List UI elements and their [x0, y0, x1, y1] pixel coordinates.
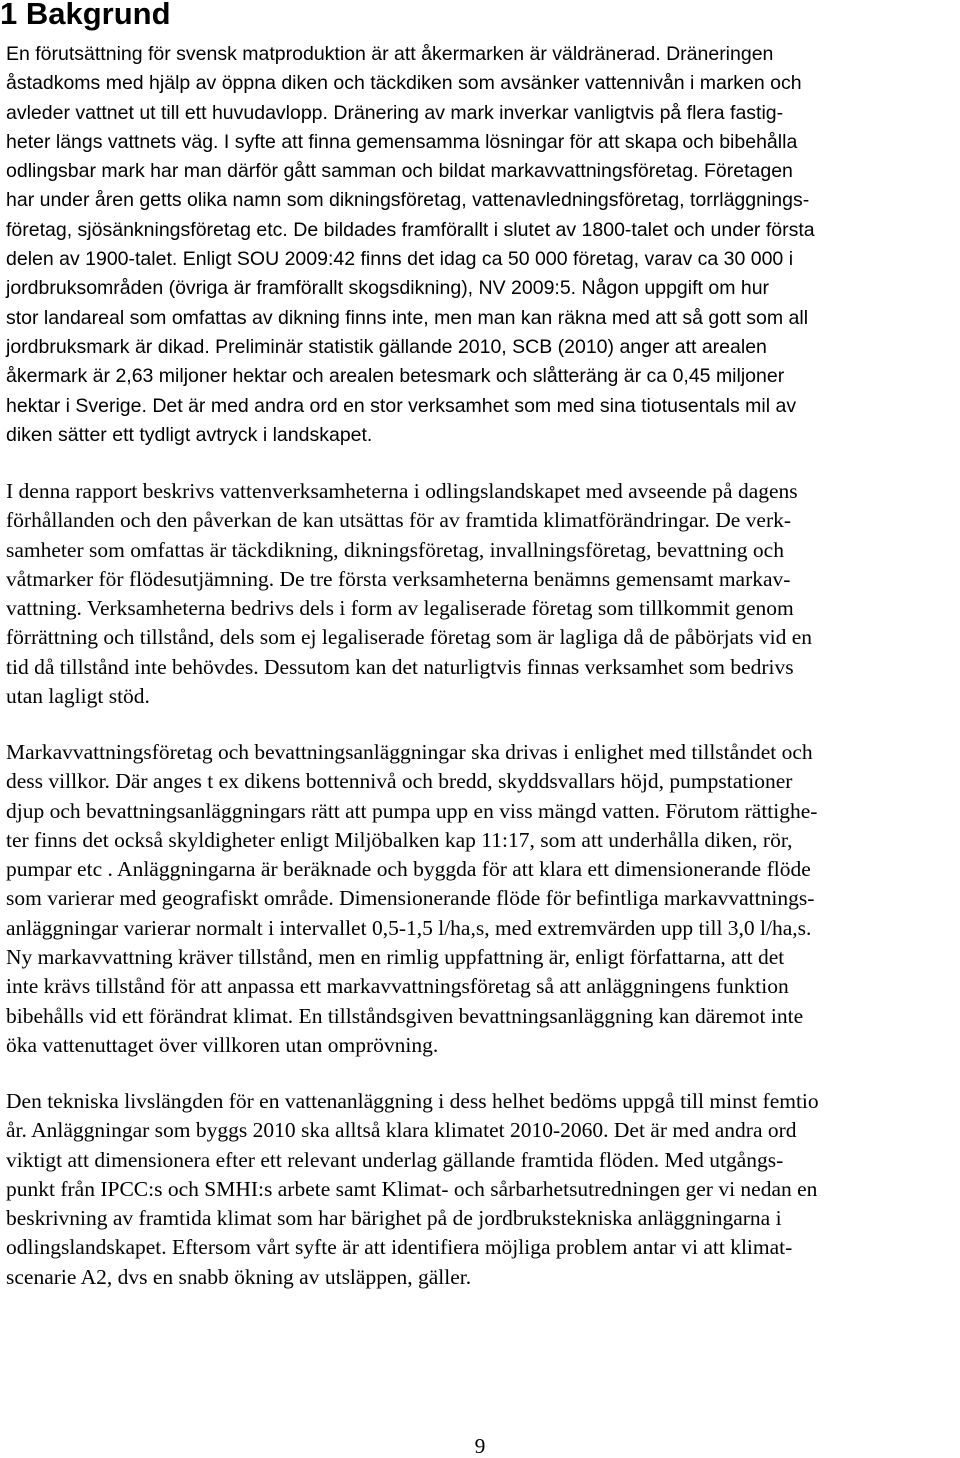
- text-line: har under åren getts olika namn som dikningsföretag, vattenavledningsföretag, torrläggnings-: [6, 189, 810, 212]
- text-line: inte krävs tillstånd för att anpassa ett markavvattningsföretag så att anläggningens funktion: [6, 974, 789, 999]
- text-line: åstadkoms med hjälp av öppna diken och täckdiken som avsänker vattennivån i marken och: [6, 72, 802, 95]
- text-line: samheter som omfattas är täckdikning, dikningsföretag, invallningsföretag, bevattning och: [6, 537, 784, 562]
- text-line: öka vattenuttaget över villkoren utan omprövning.: [6, 1032, 439, 1057]
- text-line: företag, sjösänkningsföretag etc. De bildades framförallt i slutet av 1800-talet och under första: [6, 218, 815, 241]
- text-line: hektar i Sverige. Det är med andra ord en stor verksamhet som med sina tiotusentals mil av: [6, 394, 797, 417]
- paragraph-1: [6, 40, 956, 450]
- paragraph-3: [6, 738, 956, 1060]
- text-line: heter längs vattnets väg. I syfte att finna gemensamma lösningar för att skapa och bibehålla: [6, 130, 798, 153]
- text-line: scenarie A2, dvs en snabb ökning av utsläppen, gäller.: [6, 1264, 472, 1289]
- text-line: punkt från IPCC:s och SMHI:s arbete samt Klimat- och sårbarhetsutredningen ger vi nedan en: [6, 1176, 818, 1201]
- text-line: avleder vattnet ut till ett huvudavlopp. Dränering av mark inverkar vanligtvis på flera fastig-: [6, 101, 784, 124]
- text-line: anläggningar varierar normalt i intervallet 0,5-1,5 l/ha,s, med extremvärden upp till 3,0 l/ha,s.: [6, 915, 812, 940]
- text-line: viktigt att dimensionera efter ett relevant underlag gällande framtida flöden. Med utgångs-: [6, 1147, 784, 1172]
- text-line: våtmarker för flödesutjämning. De tre första verksamheterna benämns gemensamt markav-: [6, 566, 791, 591]
- text-line: Markavvattningsföretag och bevattningsanläggningar ska drivas i enlighet med tillståndet och: [6, 740, 813, 764]
- text-line: djup och bevattningsanläggningars rätt att pumpa upp en viss mängd vatten. Förutom rättighe-: [6, 798, 818, 823]
- text-line: pumpar etc . Anläggningarna är beräknade och byggda för att klara ett dimensionerande flöde: [6, 857, 811, 882]
- text-line: åkermark är 2,63 miljoner hektar och arealen betesmark och slåtteräng är ca 0,45 miljoner: [6, 365, 785, 388]
- text-line: stor landareal som omfattas av dikning finns inte, men man kan räkna med att så gott som all: [6, 306, 809, 329]
- text-line: diken sätter ett tydligt avtryck i landskapet.: [6, 423, 373, 446]
- text-line: jordbruksmark är dikad. Preliminär statistik gällande 2010, SCB (2010) anger att arealen: [6, 335, 767, 358]
- text-line: jordbruksområden (övriga är framförallt skogsdikning), NV 2009:5. Någon uppgift om hur: [6, 277, 770, 300]
- text-line: som varierar med geografiskt område. Dimensionerande flöde för befintliga markavvattnings-: [6, 886, 815, 911]
- text-line: bibehålls vid ett förändrat klimat. En tillståndsgiven bevattningsanläggning kan däremot inte: [6, 1003, 804, 1028]
- paragraph-2: [6, 477, 956, 711]
- page-number: 9: [474, 1434, 486, 1458]
- text-line: utan lagligt stöd.: [6, 684, 150, 709]
- text-line: förhållanden och den påverkan de kan utsättas för av framtida klimatförändringar. De verk-: [6, 508, 792, 533]
- text-line: dess villkor. Där anges t ex dikens bottennivå och bredd, skyddsvallars höjd, pumpstationer: [6, 769, 793, 794]
- text-line: odlingsbar mark har man därför gått samman och bildat markavvattningsföretag. Företagen: [6, 160, 793, 183]
- paragraph-4: [6, 1087, 956, 1292]
- text-line: I denna rapport beskrivs vattenverksamheterna i odlingslandskapet med avseende på dagens: [6, 479, 798, 503]
- text-line: tid då tillstånd inte behövdes. Dessutom kan det naturligtvis finnas verksamhet som bedrivs: [6, 654, 794, 679]
- text-line: år. Anläggningar som byggs 2010 ska alltså klara klimatet 2010-2060. Det är med andra ord: [6, 1118, 797, 1143]
- text-line: Ny markavvattning kräver tillstånd, men en rimlig uppfattning är, enligt författarna, att det: [6, 945, 785, 970]
- text-line: odlingslandskapet. Eftersom vårt syfte är att identifiera möjliga problem antar vi att klimat-: [6, 1235, 793, 1260]
- section-heading: 1 Bakgrund: [0, 0, 171, 31]
- text-line: ter finns det också skyldigheter enligt Miljöbalken kap 11:17, som att underhålla diken, rör,: [6, 827, 793, 852]
- text-line: vattning. Verksamheterna bedrivs dels i form av legaliserade företag som tillkommit genom: [6, 596, 794, 621]
- text-line: delen av 1900-talet. Enligt SOU 2009:42 finns det idag ca 50 000 företag, varav ca 30 000 i: [6, 248, 794, 271]
- text-line: beskrivning av framtida klimat som har bärighet på de jordbrukstekniska anläggningarna i: [6, 1206, 782, 1231]
- text-line: En förutsättning för svensk matproduktion är att åkermarken är väldränerad. Dräneringen: [6, 43, 774, 65]
- text-line: Den tekniska livslängden för en vattenanläggning i dess helhet bedöms uppgå till minst femtio: [6, 1089, 819, 1113]
- text-line: förrättning och tillstånd, dels som ej legaliserade företag som är lagliga då de påbörjats vid en: [6, 625, 812, 650]
